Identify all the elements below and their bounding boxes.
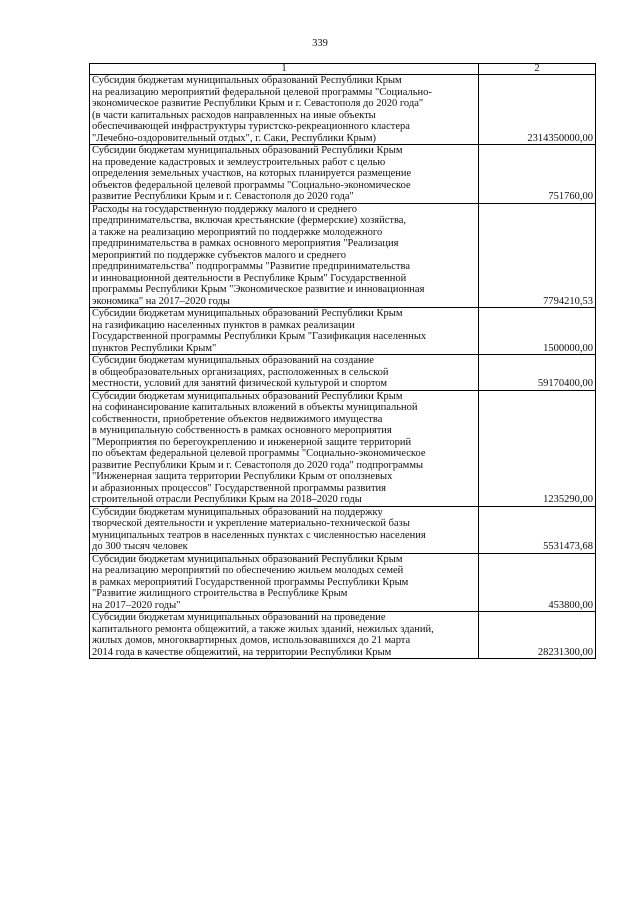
description-line: на софинансирование капитальных вложений в объекты муниципальной bbox=[92, 402, 418, 413]
description-line: 2014 года в качестве общежитий, на территории Республики Крым bbox=[92, 646, 392, 658]
description-line: до 300 тысяч человек bbox=[92, 541, 188, 552]
table-row bbox=[90, 506, 596, 553]
description-line: на реализацию мероприятий федеральной целевой программы "Социально- bbox=[92, 86, 432, 98]
description-line: на 2017–2020 годы" bbox=[92, 599, 181, 611]
description-line: по объектам федеральной целевой программы "Социально-экономическое bbox=[92, 448, 426, 459]
description-line: обеспечивающей инфраструктуры туристско-рекреационного кластера bbox=[92, 121, 410, 132]
table-row bbox=[90, 75, 596, 145]
description-line: "Развитие жилищного строительства в Республике Крым bbox=[92, 588, 348, 599]
table-row bbox=[90, 355, 596, 391]
description-line: творческой деятельности и укрепление материально-технической базы bbox=[92, 518, 410, 529]
description-line: жилых домов, многоквартирных домов, использовавшихся до 21 марта bbox=[92, 635, 411, 646]
description-line: развитие Республики Крым и г. Севастополя до 2020 года" подпрограммы bbox=[92, 459, 424, 471]
description-line: мероприятий по поддержке субъектов малого и среднего bbox=[92, 249, 346, 261]
table-row bbox=[90, 612, 596, 659]
description-line: "Инженерная защита территории Республики Крым от оползневых bbox=[92, 471, 393, 482]
row-amount: 453800,00 bbox=[479, 553, 596, 612]
description-line: "Лечебно-оздоровительный отдых", г. Саки, Республики Крым) bbox=[92, 132, 376, 144]
row-description bbox=[90, 203, 479, 308]
description-line: развитие Республики Крым и г. Севастополя до 2020 года" bbox=[92, 191, 354, 202]
table-row bbox=[90, 203, 596, 308]
description-line: на реализацию мероприятий по обеспечению жильем молодых семей bbox=[92, 565, 404, 576]
budget-table bbox=[89, 63, 596, 659]
description-line: программы Республики Крым "Экономическое развитие и инновационная bbox=[92, 284, 425, 295]
row-description bbox=[90, 612, 479, 659]
row-amount: 28231300,00 bbox=[479, 612, 596, 659]
table-row bbox=[90, 390, 596, 506]
description-line: экономическое развитие Республики Крым и г. Севастополя до 2020 года" bbox=[92, 98, 424, 109]
row-amount: 1500000,00 bbox=[479, 308, 596, 355]
description-line: муниципальных театров в населенных пунктах с численностью населения bbox=[92, 529, 426, 541]
row-amount: 7794210,53 bbox=[479, 203, 596, 308]
row-description bbox=[90, 553, 479, 612]
description-line: предпринимательства, включая крестьянские (фермерские) хозяйства, bbox=[92, 215, 407, 226]
description-line: предпринимательства в рамках основного мероприятия "Реализация bbox=[92, 238, 399, 249]
description-line: экономика" на 2017–2020 годы bbox=[92, 295, 230, 307]
row-amount: 2314350000,00 bbox=[479, 75, 596, 145]
column-header-1: 1 bbox=[90, 64, 479, 75]
description-line: на газификацию населенных пунктов в рамках реализации bbox=[92, 319, 355, 331]
row-amount: 751760,00 bbox=[479, 145, 596, 204]
table-row bbox=[90, 553, 596, 612]
description-line: в муниципальную собственность в рамках основного мероприятия bbox=[92, 425, 392, 436]
description-line: объектов федеральной целевой программы "Социально-экономическое bbox=[92, 179, 411, 191]
page-number: 339 bbox=[312, 38, 328, 49]
description-line: собственности, приобретение объектов недвижимого имущества bbox=[92, 413, 383, 425]
description-line: Субсидии бюджетам муниципальных образований Республики Крым bbox=[92, 145, 403, 156]
row-amount: 5531473,68 bbox=[479, 506, 596, 553]
column-header-2: 2 bbox=[479, 64, 596, 75]
description-line: предпринимательства" подпрограммы "Развитие предпринимательства bbox=[92, 261, 410, 272]
table-row bbox=[90, 308, 596, 355]
description-line: Субсидии бюджетам муниципальных образований Республики Крым bbox=[92, 308, 403, 319]
row-description bbox=[90, 145, 479, 204]
description-line: Субсидия бюджетам муниципальных образований Республики Крым bbox=[92, 75, 402, 86]
row-amount: 1235290,00 bbox=[479, 390, 596, 506]
description-line: строительной отрасли Республики Крым на 2018–2020 годы bbox=[92, 494, 362, 505]
description-line: Субсидии бюджетам муниципальных образований Республики Крым bbox=[92, 553, 403, 565]
description-line: капитального ремонта общежитий, а также жилых зданий, нежилых зданий, bbox=[92, 623, 434, 635]
description-line: Субсидии бюджетам муниципальных образований на проведение bbox=[92, 612, 386, 623]
description-line: и инновационной деятельности в Республике Крым" Государственной bbox=[92, 272, 407, 284]
row-description bbox=[90, 308, 479, 355]
description-line: определения земельных участков, на которых планируется размещение bbox=[92, 168, 412, 179]
description-line: пунктов Республики Крым" bbox=[92, 342, 217, 354]
row-description bbox=[90, 390, 479, 506]
description-line: и абразионных процессов" Государственной программы развития bbox=[92, 482, 386, 494]
description-line: Субсидии бюджетам муниципальных образований Республики Крым bbox=[92, 390, 403, 402]
table-row bbox=[90, 145, 596, 204]
description-line: (в части капитальных расходов направленных на иные объекты bbox=[92, 109, 376, 121]
description-line: в общеобразовательных организациях, расположенных в сельской bbox=[92, 366, 389, 378]
description-line: "Мероприятия по берегоукреплению и инженерной защите территорий bbox=[92, 436, 412, 448]
description-line: Расходы на государственную поддержку малого и среднего bbox=[92, 203, 358, 215]
description-line: Субсидии бюджетам муниципальных образований на поддержку bbox=[92, 506, 383, 518]
description-line: Субсидии бюджетам муниципальных образований на создание bbox=[92, 355, 374, 366]
row-description bbox=[90, 75, 479, 145]
row-description bbox=[90, 355, 479, 391]
description-line: Государственной программы Республики Крым "Газификация населенных bbox=[92, 331, 427, 342]
description-line: а также на реализацию мероприятий по поддержке молодежного bbox=[92, 226, 383, 238]
description-line: в рамках мероприятий Государственной программы Республики Крым bbox=[92, 576, 409, 588]
table-header-row bbox=[90, 64, 596, 75]
row-description bbox=[90, 506, 479, 553]
description-line: местности, условий для занятий физической культурой и спортом bbox=[92, 378, 387, 389]
description-line: на проведение кадастровых и землеустроительных работ с целью bbox=[92, 156, 386, 168]
row-amount: 59170400,00 bbox=[479, 355, 596, 391]
